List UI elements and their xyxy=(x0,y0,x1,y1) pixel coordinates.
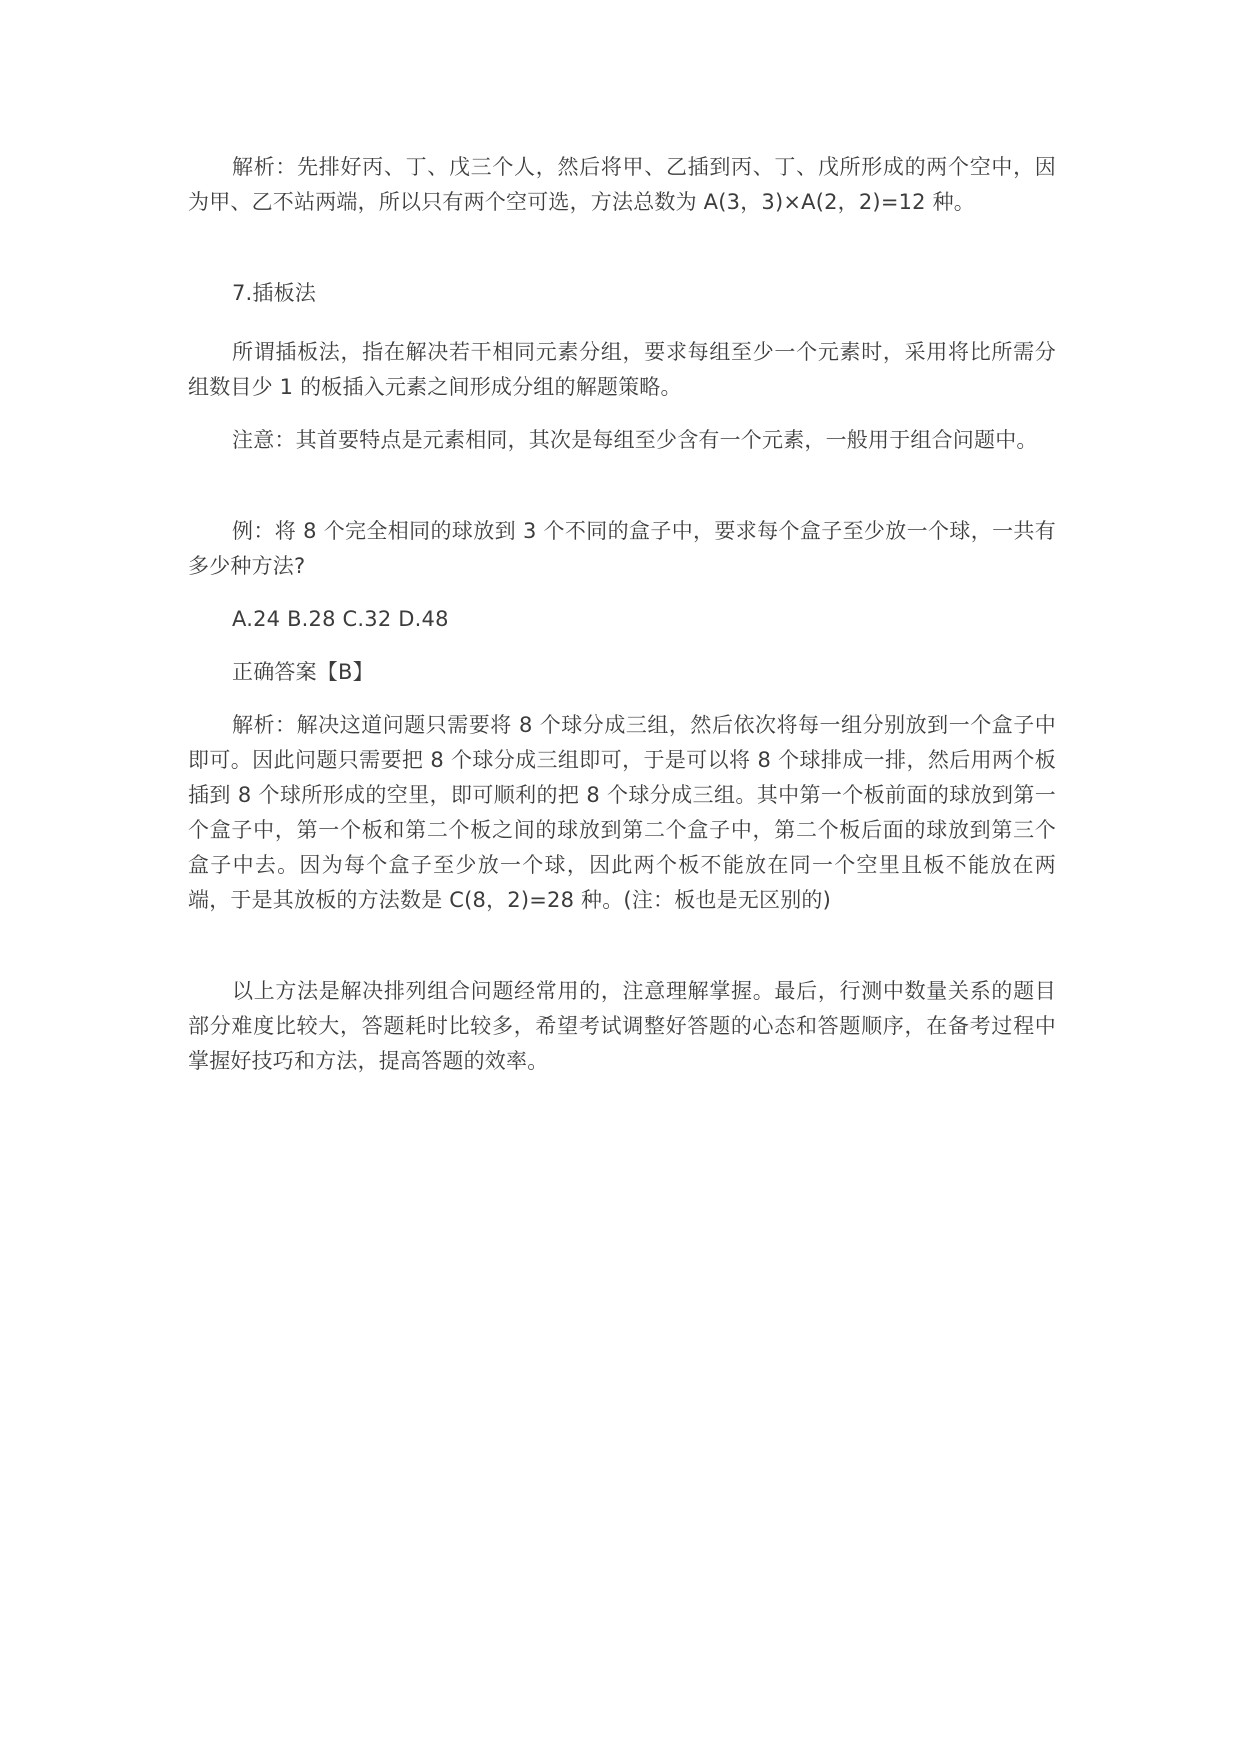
paragraph-definition: 所谓插板法，指在解决若干相同元素分组，要求每组至少一个元素时，采用将比所需分组数目少 1 的板插入元素之间形成分组的解题策略。 xyxy=(188,340,1056,399)
spacer xyxy=(188,220,1056,276)
paragraph-conclusion: 以上方法是解决排列组合问题经常用的，注意理解掌握。最后，行测中数量关系的题目部分难度比较大，答题耗时比较多，希望考试调整好答题的心态和答题顺序，在备考过程中掌握好技巧和方法，提高答题的效率。 xyxy=(188,979,1056,1073)
paragraph-correct-answer: 正确答案【B】 xyxy=(232,660,374,684)
paragraph-note: 注意：其首要特点是元素相同，其次是每组至少含有一个元素，一般用于组合问题中。 xyxy=(232,428,1038,452)
paragraph-analysis-2: 解析：解决这道问题只需要将 8 个球分成三组，然后依次将每一组分别放到一个盒子中即可。因此问题只需要把 8 个球分成三组即可，于是可以将 8 个球排成一排，然后用两个板插到 8 个球所形成的空里，即可顺利的把 8 个球分成三组。其中第一个板前面的球放到第一个盒子中，第一个板和第二个板之间的球放到第二个盒子中，第二个板后面的球放到第三个盒子中去。因为每个盒子至少放一个球，因此两个板不能放在同一个空里且板不能放在两端，于是其放板的方法数是 C(8，2)=28 种。(注：板也是无区别的) xyxy=(188,713,1056,912)
spacer xyxy=(188,458,1056,514)
paragraph-example-question: 例：将 8 个完全相同的球放到 3 个不同的盒子中，要求每个盒子至少放一个球，一共有多少种方法? xyxy=(188,519,1056,578)
spacer xyxy=(188,690,1056,708)
spacer xyxy=(188,405,1056,423)
spacer xyxy=(188,311,1056,335)
spacer xyxy=(188,584,1056,602)
paragraph-analysis-1: 解析：先排好丙、丁、戊三个人，然后将甲、乙插到丙、丁、戊所形成的两个空中，因为甲、乙不站两端，所以只有两个空可选，方法总数为 A(3，3)×A(2，2)=12 种。 xyxy=(188,155,1056,214)
document-body xyxy=(188,150,1056,1079)
section-heading-insert-board-method: 7.插板法 xyxy=(232,281,317,305)
spacer xyxy=(188,918,1056,974)
paragraph-options: A.24 B.28 C.32 D.48 xyxy=(232,607,449,631)
spacer xyxy=(188,637,1056,655)
